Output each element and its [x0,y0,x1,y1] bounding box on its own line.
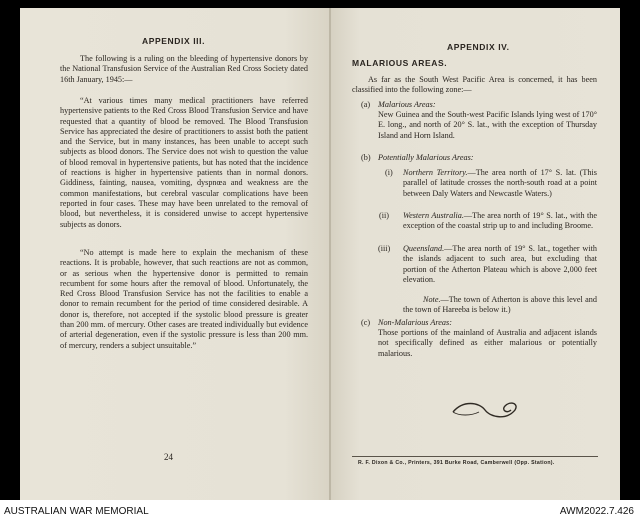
malarious-areas-heading: MALARIOUS AREAS. [352,58,448,68]
section-b-title: Potentially Malarious Areas: [378,153,474,162]
item-i-text: Northern Territory.—The area north of 17° S. lat. (This parallel of latitude crosses the north-south road at a point between Daly Waters and Newcastle Waters.) [403,168,597,198]
printer-imprint: R. F. Dixon & Co., Printers, 391 Burke Road, Camberwell (Opp. Station). [358,460,555,466]
intro-paragraph: The following is a ruling on the bleeding of hypertensive donors by the National Transfusion Service of the Australian Red Cross Society dated 16th January, 1945:— [60,54,308,84]
item-iii-label: (iii) [378,244,391,253]
item-ii-title: Western Australia. [403,211,464,220]
quote-paragraph-1: “At various times many medical practitioners have referred hypertensive patients to the Red Cross Blood Transfusion Service and have requested that a quantity of blood be removed. The Blood Transfusion Service has appreciated the desire of practitioners to assist both the patient and the Service, but in many instances, has been unable to accept such subjects as blood donors. The Service does not wish to question the value of blood removal in hypertensive patients, but has noted that the incidence of reactions is higher in hypertensive patients than in normal donors. Giddiness, fainting, nausea, vomiting, dyspnœa and weakness are the common manifestations, but cerebral vascular complications have been reported in four cases. These may have been unrelated to the removal of blood, but nevertheless, it is considered unwise to accept hypertensive subjects as donors. [60,96,308,229]
section-c-label: (c) [361,318,371,327]
item-iii-title: Queensland. [403,244,445,253]
appendix-iii-heading: APPENDIX III. [142,36,206,46]
item-i-title: Northern Territory. [403,168,468,177]
section-b-label: (b) [361,153,371,162]
source-caption: AUSTRALIAN WAR MEMORIAL [4,506,149,517]
section-a-text: New Guinea and the South-west Pacific Islands lying west of 170° E. long., and north of 20° S. lat., with the exception of Thursday Island and Horn Island. [378,110,597,140]
section-c-title: Non-Malarious Areas: [378,318,452,327]
footer-rule [352,456,598,457]
note-title: Note. [423,295,441,304]
section-a-title: Malarious Areas: [378,100,436,109]
item-id: AWM2022.7.426 [559,506,634,517]
caption-bar [0,500,640,523]
note-text: Note.—The town of Atherton is above this level and the town of Hareeba is below it.) [403,295,597,315]
page-number: 24 [164,452,173,462]
appendix-iv-heading: APPENDIX IV. [447,42,510,52]
item-iii-text: Queensland.—The area north of 19° S. lat., together with the islands adjacent to such area, but excluding that portion of the Atherton Plateau which is above 2,000 feet elevation. [403,244,597,284]
item-ii-text: Western Australia.—The area north of 19° S. lat., with the exception of the coastal strip up to and including Broome. [403,211,597,231]
decorative-flourish [449,398,521,422]
quote-paragraph-2: “No attempt is made here to explain the mechanism of these reactions. It is probable, however, that such reactions are not as common, or as serious when the hypertensive donor is permitted to remain recumbent for some hours after the removal of blood. Unfortunately, the Red Cross Blood Transfusion Service has not the facilities to enable a donor to remain recumbent for the period of time considered desirable. A donor is, therefore, not accepted if the systolic blood pressure is greater than 200 mm. of mercury. Other cases are treated individually but evidence of arterial degeneration, even if the systolic pressure is less than 200 mm. of mercury, renders a subject unsuitable.” [60,248,308,350]
book-spread [20,8,620,500]
section-c-text: Those portions of the mainland of Australia and adjacent islands not specifically defined as either malarious or potentially malarious. [378,328,597,358]
right-intro: As far as the South West Pacific Area is concerned, it has been classified into the following zone:— [352,75,597,95]
right-page [331,8,620,500]
section-a-label: (a) [361,100,371,109]
item-i-label: (i) [385,168,393,177]
item-ii-label: (ii) [379,211,390,220]
left-page [20,8,331,500]
